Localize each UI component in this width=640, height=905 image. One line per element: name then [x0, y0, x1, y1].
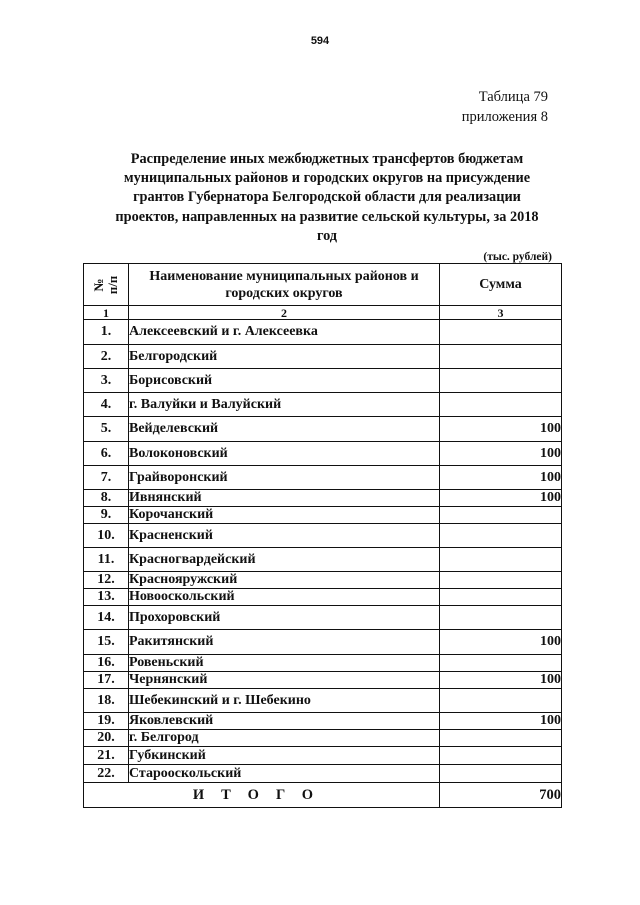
column-number-3: 3 [440, 306, 562, 320]
title-line4: проектов, направленных на развитие сельской культуры, за 2018 [115, 208, 539, 225]
table-reference [462, 87, 548, 127]
row-number: 2. [84, 345, 129, 369]
row-value [440, 765, 562, 783]
table-body [84, 320, 562, 783]
row-number: 7. [84, 466, 129, 490]
table-row [84, 655, 562, 672]
table-row [84, 589, 562, 606]
table-row [84, 490, 562, 507]
row-value: 100 [440, 442, 562, 466]
row-number: 9. [84, 507, 129, 524]
row-value [440, 320, 562, 345]
column-number-2: 2 [129, 306, 440, 320]
table-row [84, 713, 562, 730]
table-row [84, 747, 562, 765]
total-row [84, 783, 562, 808]
table-row [84, 606, 562, 630]
row-name: Волоконовский [129, 442, 440, 466]
row-number: 1. [84, 320, 129, 345]
table-row [84, 730, 562, 747]
row-value [440, 507, 562, 524]
row-name: Старооскольский [129, 765, 440, 783]
row-name: Краснояружский [129, 572, 440, 589]
row-name: г. Валуйки и Валуйский [129, 393, 440, 417]
column-number-1: 1 [84, 306, 129, 320]
row-name: Красненский [129, 524, 440, 548]
table-header-row [84, 264, 562, 306]
row-name: Новооскольский [129, 589, 440, 606]
row-number: 14. [84, 606, 129, 630]
table-row [84, 507, 562, 524]
table-row [84, 672, 562, 689]
row-value [440, 730, 562, 747]
row-value: 100 [440, 713, 562, 730]
row-number: 15. [84, 630, 129, 655]
row-name: Грайворонский [129, 466, 440, 490]
row-name: г. Белгород [129, 730, 440, 747]
row-number: 6. [84, 442, 129, 466]
table-reference-line1: Таблица 79 [478, 89, 548, 105]
row-number: 3. [84, 369, 129, 393]
row-name: Корочанский [129, 507, 440, 524]
row-value: 100 [440, 672, 562, 689]
row-value: 100 [440, 490, 562, 507]
title-line3: грантов Губернатора Белгородской области для реализации [133, 189, 521, 206]
row-number: 12. [84, 572, 129, 589]
row-number: 11. [84, 548, 129, 572]
row-value [440, 589, 562, 606]
header-number [84, 264, 129, 306]
row-value [440, 548, 562, 572]
title-line2: муниципальных районов и городских округов на присуждение [123, 170, 531, 187]
table-row [84, 548, 562, 572]
row-name: Ивнянский [129, 490, 440, 507]
row-value: 100 [440, 417, 562, 442]
table-row [84, 320, 562, 345]
row-name: Прохоровский [129, 606, 440, 630]
row-value [440, 369, 562, 393]
row-value [440, 606, 562, 630]
document-title [92, 150, 562, 246]
row-name: Белгородский [129, 345, 440, 369]
header-name: Наименование муниципальных районов и городских округов [129, 264, 440, 306]
row-name: Шебекинский и г. Шебекино [129, 689, 440, 713]
row-number: 8. [84, 490, 129, 507]
row-name: Красногвардейский [129, 548, 440, 572]
row-name: Ракитянский [129, 630, 440, 655]
row-number: 21. [84, 747, 129, 765]
units-label: (тыс. рублей) [483, 251, 552, 263]
row-name: Губкинский [129, 747, 440, 765]
page-number: 594 [310, 35, 330, 47]
row-name: Вейделевский [129, 417, 440, 442]
column-number-row [84, 306, 562, 320]
table-row [84, 442, 562, 466]
row-number: 4. [84, 393, 129, 417]
row-name: Чернянский [129, 672, 440, 689]
row-value: 100 [440, 466, 562, 490]
header-number-sign: № [91, 277, 106, 292]
total-value: 700 [440, 783, 562, 808]
row-value [440, 689, 562, 713]
row-value [440, 747, 562, 765]
row-value [440, 655, 562, 672]
row-name: Борисовский [129, 369, 440, 393]
row-value [440, 345, 562, 369]
row-number: 17. [84, 672, 129, 689]
table-row [84, 524, 562, 548]
header-number-abbr: п/п [105, 275, 120, 294]
row-value: 100 [440, 630, 562, 655]
table-row [84, 689, 562, 713]
table-row [84, 369, 562, 393]
table-row [84, 345, 562, 369]
row-number: 10. [84, 524, 129, 548]
row-number: 20. [84, 730, 129, 747]
table-row [84, 417, 562, 442]
table-row [84, 572, 562, 589]
row-value [440, 393, 562, 417]
total-label: ИТОГО [84, 783, 440, 808]
title-line1: Распределение иных межбюджетных трансфертов бюджетам [130, 151, 524, 167]
distribution-table [83, 263, 562, 808]
row-name: Алексеевский и г. Алексеевка [129, 320, 440, 345]
row-name: Яковлевский [129, 713, 440, 730]
row-number: 16. [84, 655, 129, 672]
row-number: 22. [84, 765, 129, 783]
table-row [84, 466, 562, 490]
row-value [440, 572, 562, 589]
row-name: Ровеньский [129, 655, 440, 672]
row-value [440, 524, 562, 548]
header-sum: Сумма [440, 264, 562, 306]
row-number: 13. [84, 589, 129, 606]
title-line5: год [316, 227, 338, 244]
table-reference-line2: приложения 8 [461, 109, 548, 125]
row-number: 18. [84, 689, 129, 713]
table-row [84, 393, 562, 417]
table-row [84, 630, 562, 655]
row-number: 19. [84, 713, 129, 730]
table-row [84, 765, 562, 783]
row-number: 5. [84, 417, 129, 442]
